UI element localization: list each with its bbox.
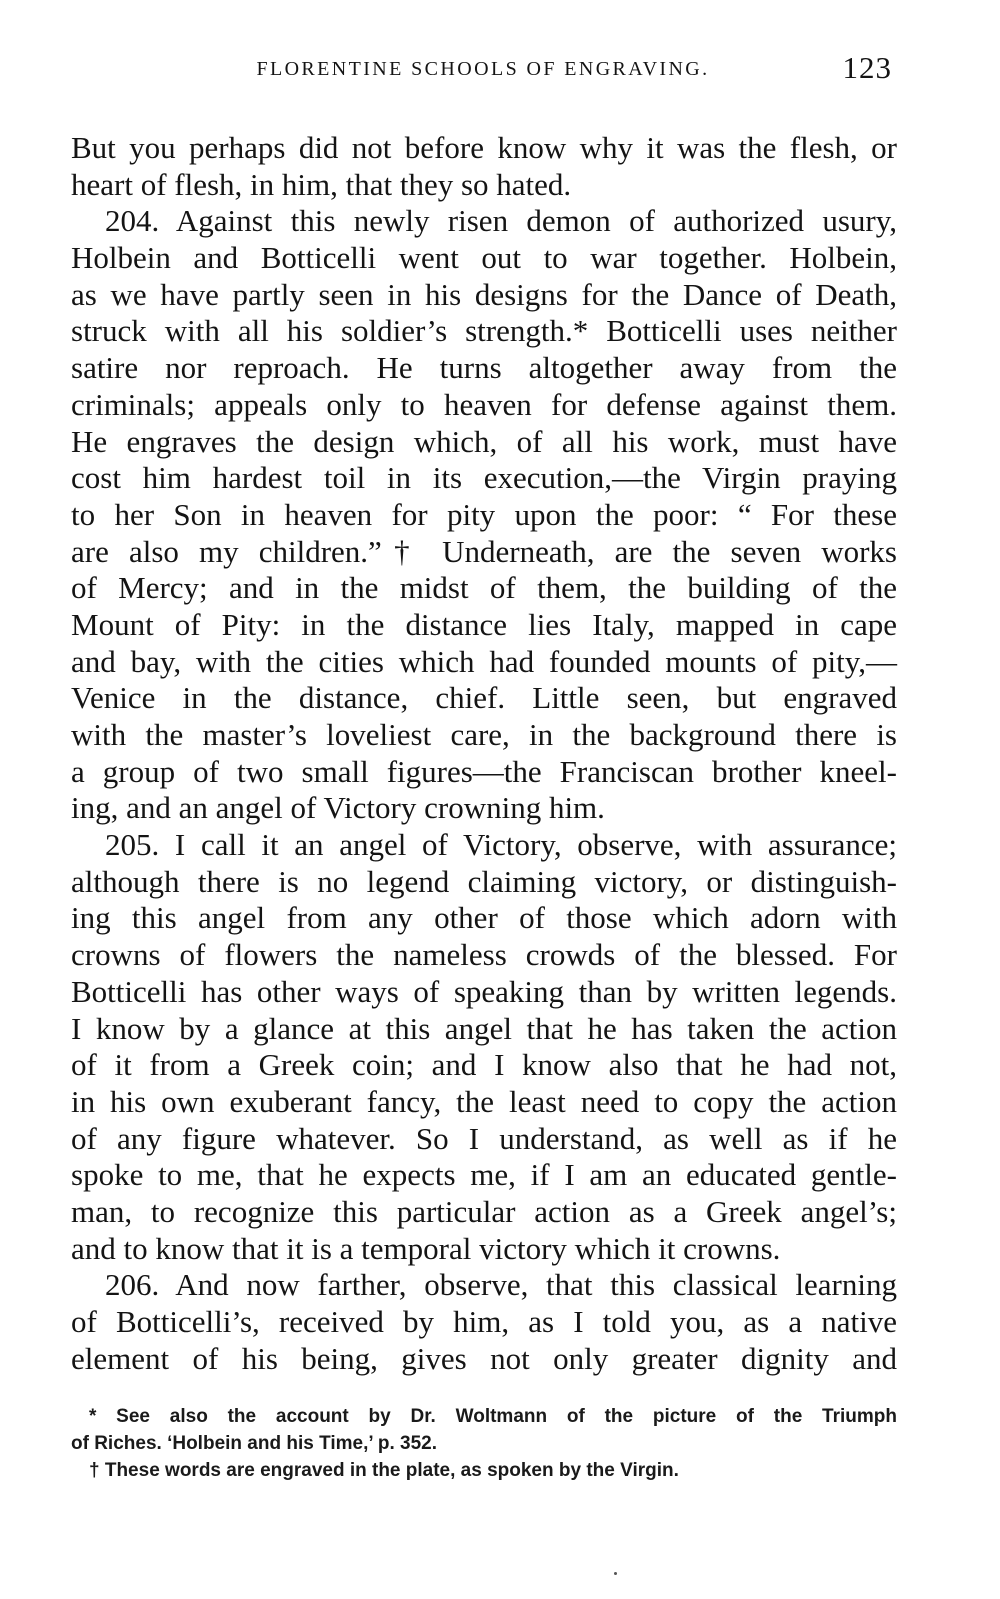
footnote-asterisk-continued: of Riches. ‘Holbein and his Time,’ p. 352. xyxy=(71,1433,438,1454)
text-line: man, to recognize this particular action as a Greek angel’s; xyxy=(71,1193,897,1229)
paragraph-205-start: 205. I call it an angel of Victory, observe, with assurance; xyxy=(105,827,897,863)
text-line: But you perhaps did not before know why it was the flesh, or xyxy=(71,130,897,165)
footnote-asterisk: * See also the account by Dr. Woltmann of the picture of the Triumph xyxy=(89,1406,897,1427)
text-line: of it from a Greek coin; and I know also that he had not, xyxy=(71,1047,897,1083)
text-line: to her Son in heaven for pity upon the poor: “ For these xyxy=(71,496,897,532)
text-line: Holbein and Botticelli went out to war together. Holbein, xyxy=(71,240,897,276)
text-line: I know by a glance at this angel that he has taken the action xyxy=(71,1010,897,1046)
text-line: ing, and an angel of Victory crowning him. xyxy=(71,790,605,826)
text-line: of Mercy; and in the midst of them, the building of the xyxy=(71,570,897,606)
text-line: He engraves the design which, of all his work, must have xyxy=(71,423,897,459)
text-line: spoke to me, that he expects me, if I am an educated gentle- xyxy=(71,1157,897,1193)
running-header xyxy=(70,50,896,90)
text-line: a group of two small figures—the Franciscan brother kneel- xyxy=(71,753,897,789)
paragraph-204-start: 204. Against this newly risen demon of authorized usury, xyxy=(105,203,897,239)
text-line: although there is no legend claiming victory, or distinguish- xyxy=(71,863,897,899)
text-line: in his own exuberant fancy, the least need to copy the action xyxy=(71,1083,897,1119)
body-text xyxy=(71,130,897,1377)
text-line: Botticelli has other ways of speaking than by written legends. xyxy=(71,973,897,1009)
text-line: of any figure whatever. So I understand, as well as if he xyxy=(71,1120,897,1156)
text-line: struck with all his soldier’s strength.* Botticelli uses neither xyxy=(71,313,897,349)
footnote-dagger: † These words are engraved in the plate, as spoken by the Virgin. xyxy=(89,1460,679,1481)
text-line: are also my children.”† Underneath, are the seven works xyxy=(71,533,897,569)
print-speck xyxy=(614,1572,617,1575)
page-number: 123 xyxy=(842,50,892,85)
footnotes xyxy=(71,1403,897,1484)
text-line: satire nor reproach. He turns altogether away from the xyxy=(71,350,897,386)
text-line: and to know that it is a temporal victory which it crowns. xyxy=(71,1230,781,1266)
text-line: cost him hardest toil in its execution,—the Virgin praying xyxy=(71,460,897,496)
text-line: of Botticelli’s, received by him, as I told you, as a native xyxy=(71,1304,897,1339)
running-title: FLORENTINE SCHOOLS OF ENGRAVING. xyxy=(256,58,710,80)
text-line: crowns of flowers the nameless crowds of the blessed. For xyxy=(71,937,897,973)
text-line: as we have partly seen in his designs for the Dance of Death, xyxy=(71,276,897,312)
text-line: Mount of Pity: in the distance lies Italy, mapped in cape xyxy=(71,606,897,642)
text-line: criminals; appeals only to heaven for defense against them. xyxy=(71,386,897,422)
text-line: and bay, with the cities which had founded mounts of pity,— xyxy=(71,643,897,679)
text-line: heart of flesh, in him, that they so hated. xyxy=(71,166,572,202)
text-line: element of his being, gives not only greater dignity and xyxy=(71,1340,897,1376)
text-line: Venice in the distance, chief. Little seen, but engraved xyxy=(71,680,897,716)
text-line: with the master’s loveliest care, in the background there is xyxy=(71,717,897,752)
paragraph-206-start: 206. And now farther, observe, that this classical learning xyxy=(105,1267,897,1303)
text-line: ing this angel from any other of those which adorn with xyxy=(71,900,897,936)
